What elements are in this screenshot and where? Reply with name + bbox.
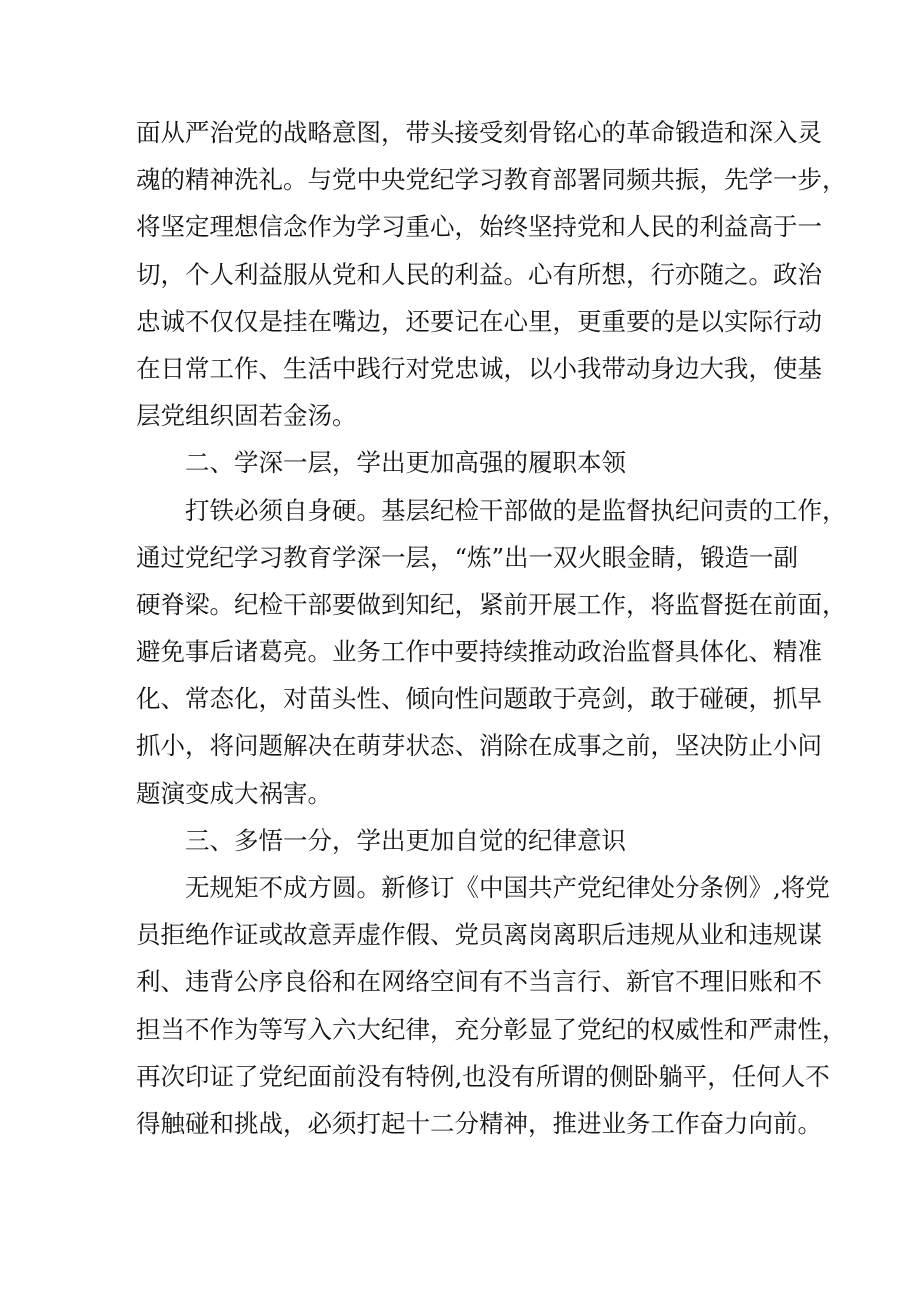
text-line: 硬脊梁。纪检干部要做到知纪，紧前开展工作，将监督挺在前面， [136, 589, 847, 619]
text-line: 打铁必须自身硬。基层纪检干部做的是监督执纪问责的工作， [185, 495, 847, 525]
document-body [136, 109, 847, 1147]
text-line: 无规矩不成方圆。新修订《中国共产党纪律处分条例》,将党 [185, 873, 830, 902]
text-line: 员拒绝作证或故意弄虚作假、党员离岗离职后违规从业和违规谋 [136, 920, 822, 950]
text-line: 担当不作为等写入六大纪律，充分彰显了党纪的权威性和严肃性， [136, 1014, 847, 1044]
text-line: 再次印证了党纪面前没有特例,也没有所谓的侧卧躺平，任何人不 [136, 1061, 830, 1091]
section-heading: 二、学深一层，学出更加高强的履职本领 [185, 448, 626, 478]
text-line: 忠诚不仅仅是挂在嘴边，还要记在心里，更重要的是以实际行动 [136, 306, 822, 336]
text-line: 层党组织固若金汤。 [136, 401, 357, 431]
text-line: 将坚定理想信念作为学习重心，始终坚持党和人民的利益高于一 [136, 212, 822, 242]
text-line: 在日常工作、生活中践行对党忠诚，以小我带动身边大我，使基 [136, 353, 822, 383]
text-line: 切，个人利益服从党和人民的利益。心有所想，行亦随之。政治 [136, 259, 822, 289]
text-line: 避免事后诸葛亮。业务工作中要持续推动政治监督具体化、精准 [136, 637, 822, 667]
text-line: 得触碰和挑战，必须打起十二分精神，推进业务工作奋力向前。 [136, 1108, 822, 1138]
text-line: 题演变成大祸害。 [136, 778, 332, 808]
text-line: 通过党纪学习教育学深一层，“炼”出一双火眼金睛，锻造一副 [136, 542, 799, 572]
text-line: 抓小，将问题解决在萌芽状态、消除在成事之前，坚决防止小问 [136, 731, 822, 761]
section-heading: 三、多悟一分，学出更加自觉的纪律意识 [185, 825, 626, 855]
text-line: 利、违背公序良俗和在网络空间有不当言行、新官不理旧账和不 [136, 967, 822, 997]
text-line: 面从严治党的战略意图，带头接受刻骨铭心的革命锻造和深入灵 [136, 118, 822, 147]
text-line: 魂的精神洗礼。与党中央党纪学习教育部署同频共振，先学一步， [136, 165, 847, 195]
text-line: 化、常态化，对苗头性、倾向性问题敢于亮剑，敢于碰硬，抓早 [136, 684, 822, 714]
